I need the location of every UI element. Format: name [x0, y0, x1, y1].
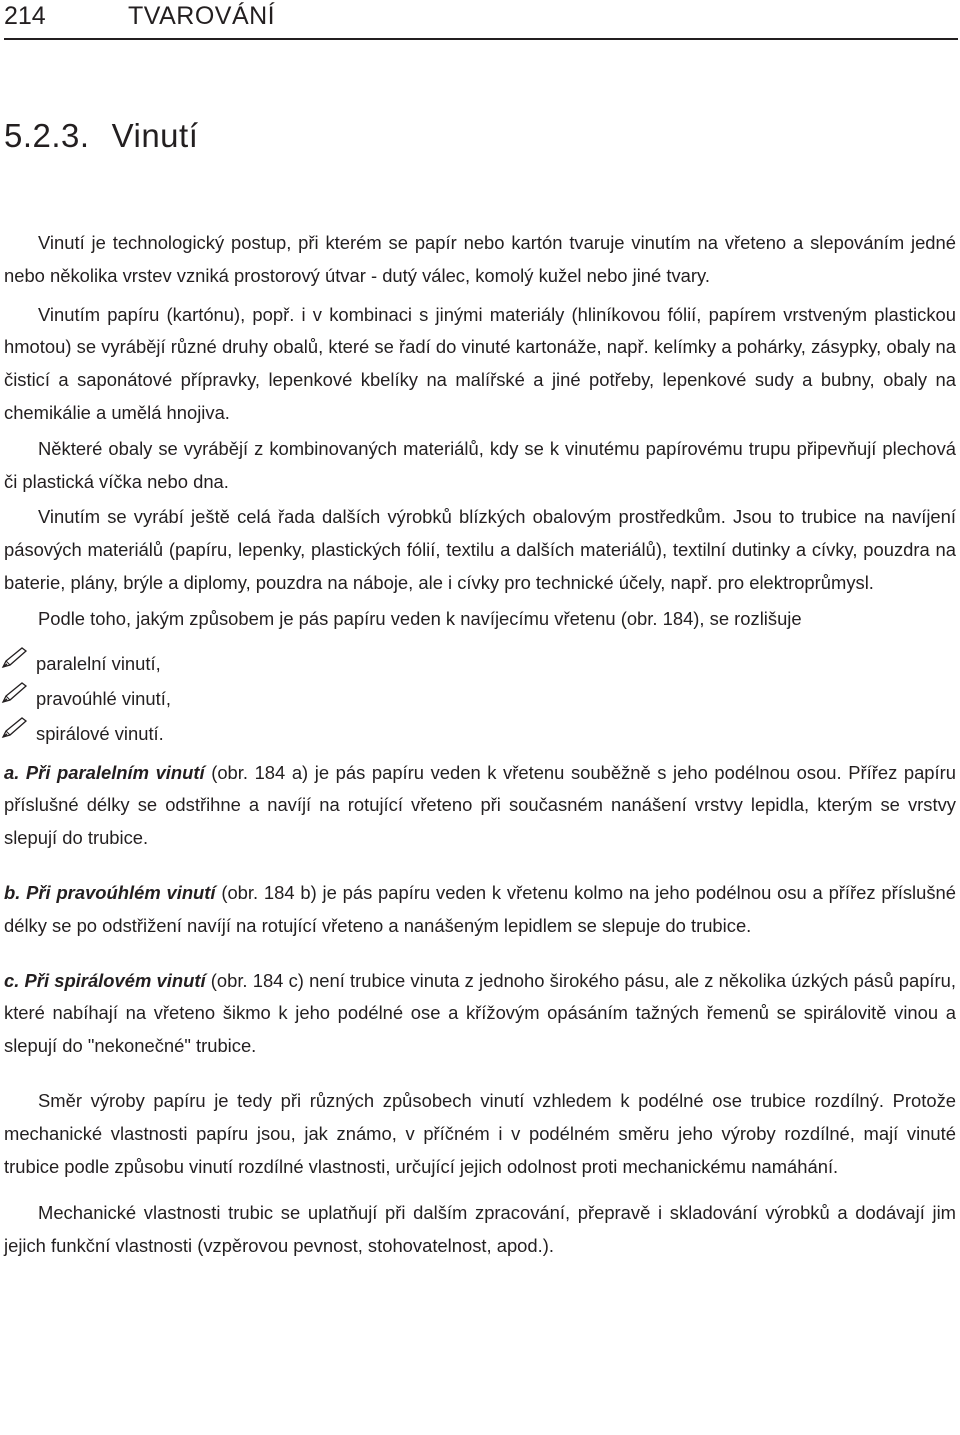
paragraph-products: Vinutím papíru (kartónu), popř. i v kombinaci s jinými materiály (hliníkovou fólií, papírem vrstveným plastickou hmotou) se vyrábějí různé druhy obalů, které se řadí do vinuté kartonáže, např. kelímky a pohárky, zásypky, obaly na čisticí a saponátové přípravky, lepenkové kbelíky na malířské a jiné potřeby, lepenkové sudy a bubny, obaly na chemikálie a umělá hnojiva. — [4, 303, 956, 423]
subsection-heading-b: b. Při pravoúhlém vinutí — [4, 881, 216, 903]
paragraph-definition: Vinutí je technologický postup, při kterém se papír nebo kartón tvaruje vinutím na vřeteno a slepováním jedné nebo několika vrstev vzniká prostorový útvar - dutý válec, komolý kužel nebo jiné tvary. — [4, 232, 956, 286]
section-heading — [4, 117, 198, 155]
paragraph-paper-direction: Směr výroby papíru je tedy při různých způsobech vinutí vzhledem k podélné ose trubice rozdílný. Protože mechanické vlastnosti papíru jsou, jak známo, v příčném i v podélném směru jeho výroby rozdílné, mají vinuté trubice podle způsobu vinutí rozdílné vlastnosti, určující jejich odolnost proti mechanickému namáhání. — [4, 1089, 956, 1177]
page-header — [4, 0, 958, 40]
page-number: 214 — [4, 2, 46, 30]
subsection-heading-a: a. Při paralelním vinutí — [4, 761, 205, 783]
subsection-heading-c: c. Při spirálovém vinutí — [4, 969, 206, 991]
list-item-label: pravoúhlé vinutí, — [36, 687, 171, 709]
pen-icon — [0, 646, 30, 670]
paragraph-spiral-winding — [4, 965, 956, 1063]
paragraph-winding-types-intro: Podle toho, jakým způsobem je pás papíru veden k navíjecímu vřetenu (obr. 184), se rozlišuje — [38, 607, 802, 629]
list-item-label: paralelní vinutí, — [36, 652, 161, 674]
paragraph-perpendicular-winding — [4, 877, 956, 943]
paragraph-combined-materials: Některé obaly se vyrábějí z kombinovaných materiálů, kdy se k vinutému papírovému trupu připevňují plechová či plastická víčka nebo dna. — [4, 437, 956, 492]
chapter-title: TVAROVÁNÍ — [128, 2, 276, 30]
list-item-label: spirálové vinutí. — [36, 722, 164, 744]
subsection-text-b: (obr. 184 b) je pás papíru veden k vřetenu kolmo na jeho podélnou osu a přířez příslušné délky se po odstřižení navíjí na rotující vřeteno a nanášeným lepidlem se slepuje do trubice. — [4, 881, 956, 936]
paragraph-parallel-winding — [4, 757, 956, 855]
paragraph-mechanical-properties: Mechanické vlastnosti trubic se uplatňují při dalším zpracování, přepravě i skladování výrobků a dodávají jim jejich funkční vlastnosti (vzpěrovou pevnost, stohovatelnost, apod.). — [4, 1202, 956, 1257]
list-item — [4, 681, 956, 716]
section-number: 5.2.3. — [4, 117, 90, 154]
section-title: Vinutí — [111, 117, 199, 154]
pen-icon — [0, 716, 30, 740]
paragraph-other-products: Vinutím se vyrábí ještě celá řada dalších výrobků blízkých obalovým prostředkům. Jsou to trubice na navíjení pásových materiálů (papíru, lepenky, plastických fólií, textilu a dalších materiálů), textilní dutinky a cívky, pouzdra na baterie, plány, brýle a diplomy, pouzdra na náboje, ale i cívky pro technické účely, např. pro elektroprůmysl. — [4, 506, 956, 593]
subsection-text-c: (obr. 184 c) není trubice vinuta z jednoho širokého pásu, ale z několika úzkých pásů papíru, které nabíhají na vřeteno šikmo k jeho podélné ose a křížovým opásáním tažných řemenů se spirálovitě vinou a slepují do "nekonečné" trubice. — [4, 969, 956, 1057]
list-item — [4, 716, 956, 751]
subsection-text-a: (obr. 184 a) je pás papíru veden k vřetenu souběžně s jeho podélnou osou. Přířez papíru příslušné délky se odstřihne a navíjí na rotující vřeteno při současném nanášení vrstvy lepidla, kterým se vrstvy slepují do trubice. — [4, 761, 956, 849]
winding-types-list — [4, 646, 956, 751]
body-text — [4, 227, 956, 1263]
list-item — [4, 646, 956, 681]
pen-icon — [0, 681, 30, 705]
